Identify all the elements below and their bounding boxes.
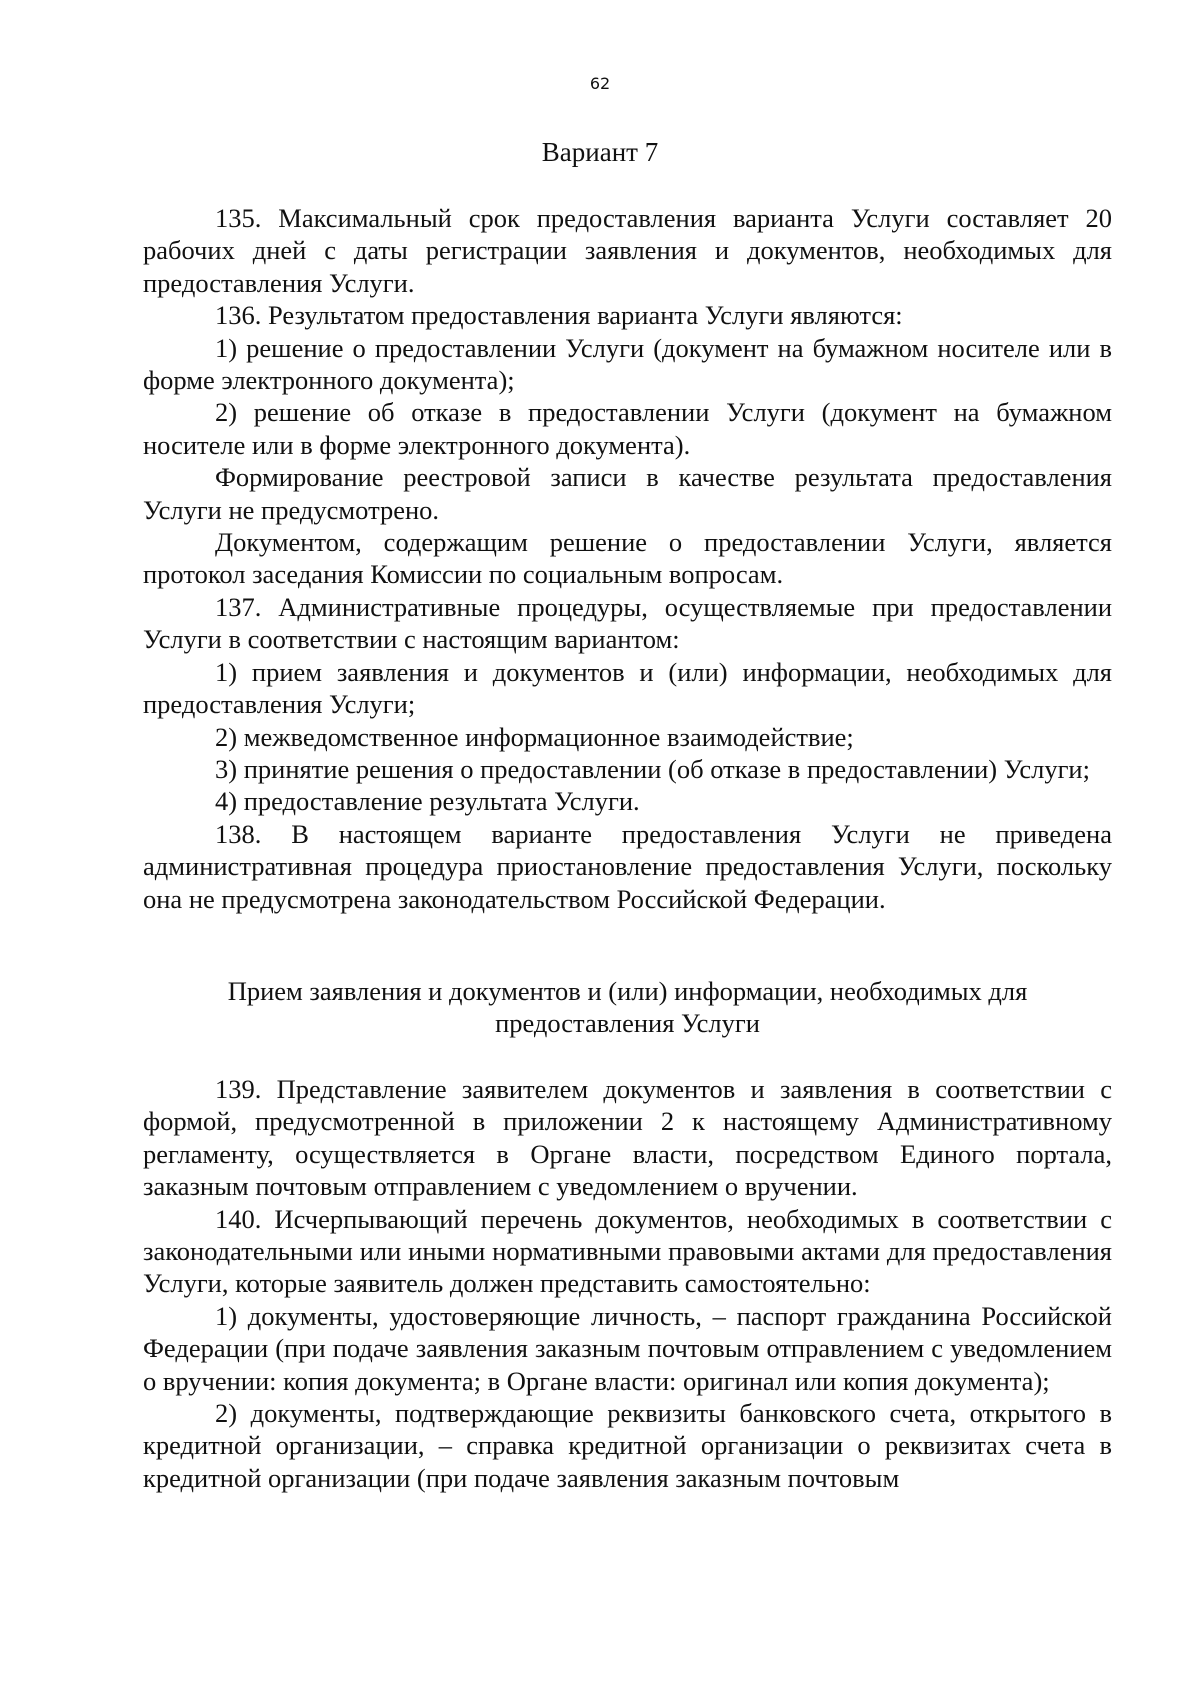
page-number: 62	[589, 74, 611, 93]
section-heading-line-1: Прием заявления и документов и (или) информации, необходимых для	[227, 976, 1028, 1006]
paragraph-137-item-3: 3) принятие решения о предоставлении (об отказе в предоставлении) Услуги;	[215, 753, 1090, 784]
paragraph-137-item-1: 1) прием заявления и документов и (или) информации, необходимых для предоставления Услуги;	[143, 656, 1112, 720]
paragraph-137-item-4: 4) предоставление результата Услуги.	[215, 786, 640, 817]
paragraph-136-item-2: 2) решение об отказе в предоставлении Услуги (документ на бумажном носителе или в форме электронного документа).	[143, 397, 1112, 460]
paragraph-138: 138. В настоящем варианте предоставления Услуги не приведена административная процедура приостановление предоставления Услуги, поскольку она не предусмотрена законодательством Российской Федерации.	[143, 818, 1112, 914]
section-heading	[143, 975, 1112, 1040]
paragraph-protocol-note: Документом, содержащим решение о предоставлении Услуги, является протокол заседания Комиссии по социальным вопросам.	[143, 527, 1112, 590]
paragraph-140-item-2: 2) документы, подтверждающие реквизиты банковского счета, открытого в кредитной организации, – справка кредитной организации о реквизитах счета в кредитной организации (при подаче заявления заказным почтовым	[143, 1398, 1112, 1493]
paragraph-136: 136. Результатом предоставления варианта Услуги являются:	[215, 300, 903, 331]
text-block-top	[143, 202, 1112, 915]
variant-title: Вариант 7	[541, 137, 659, 167]
paragraph-137-item-2: 2) межведомственное информационное взаимодействие;	[215, 721, 854, 752]
paragraph-139: 139. Представление заявителем документов и заявления в соответствии с формой, предусмотренной в приложении 2 к настоящему Административному регламенту, осуществляется в Органе власти, посредством Единого портала, заказным почтовым отправлением с уведомлением о вручении.	[143, 1074, 1112, 1202]
paragraph-registry-note: Формирование реестровой записи в качестве результата предоставления Услуги не предусмотрено.	[143, 462, 1112, 525]
paragraph-135: 135. Максимальный срок предоставления варианта Услуги составляет 20 рабочих дней с даты регистрации заявления и документов, необходимых для предоставления Услуги.	[143, 203, 1112, 298]
paragraph-136-item-1: 1) решение о предоставлении Услуги (документ на бумажном носителе или в форме электронного документа);	[143, 332, 1112, 396]
paragraph-140: 140. Исчерпывающий перечень документов, необходимых в соответствии с законодательными или иными нормативными правовыми актами для предоставления Услуги, которые заявитель должен представить самостоятельно:	[143, 1203, 1112, 1299]
text-block-bottom	[143, 1073, 1112, 1494]
paragraph-140-item-1: 1) документы, удостоверяющие личность, – паспорт гражданина Российской Федерации (при подаче заявления заказным почтовым отправлением с уведомлением о вручении: копия документа; в Органе власти: оригинал или копия документа);	[143, 1300, 1112, 1396]
paragraph-137: 137. Административные процедуры, осуществляемые при предоставлении Услуги в соответствии с настоящим вариантом:	[143, 591, 1112, 655]
section-heading-line-2: предоставления Услуги	[495, 1008, 760, 1039]
